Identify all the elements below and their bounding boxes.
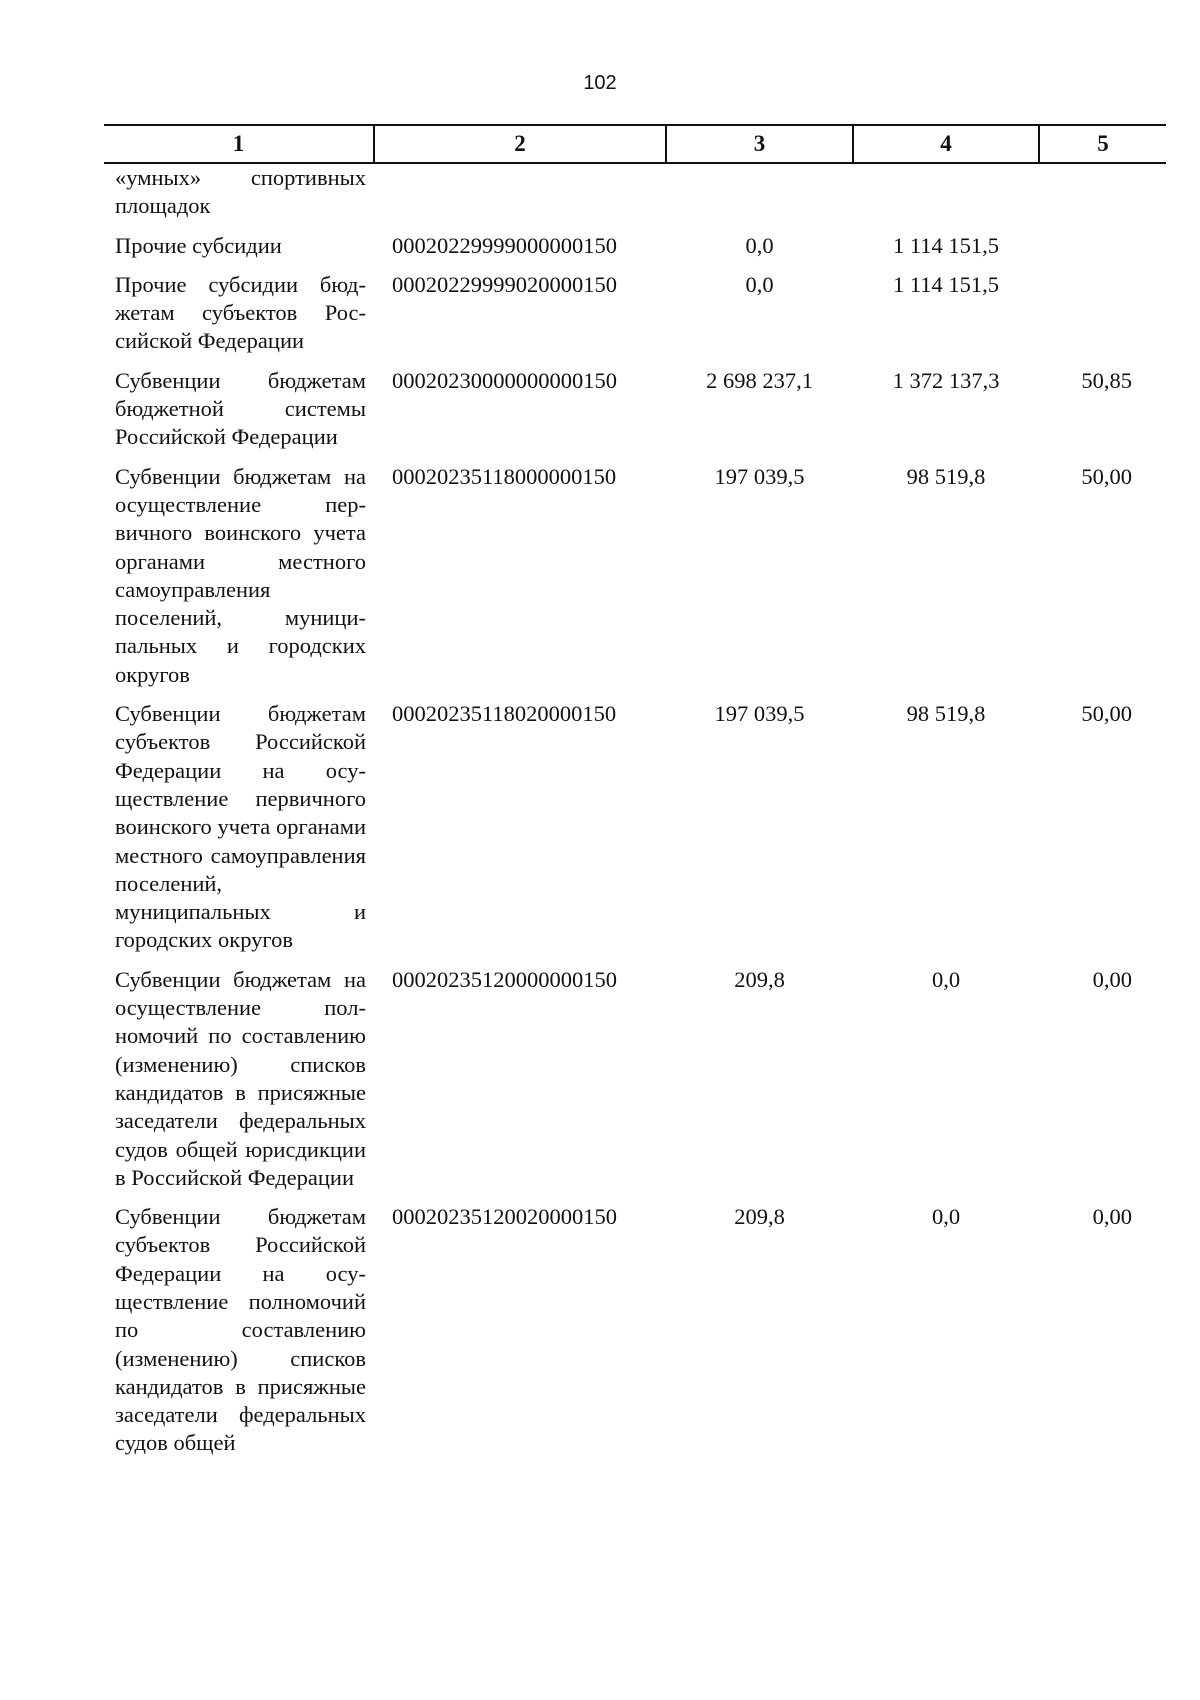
row-code bbox=[374, 163, 666, 232]
page-number: 102 bbox=[583, 72, 617, 94]
row-name: Субвенции бюджетам на осуществление первичного воинского учета органами местного самоуправления поселений, муниципальных и городских округов bbox=[115, 463, 366, 687]
row-col4: 98 519,8 bbox=[906, 463, 986, 489]
table-row bbox=[104, 700, 1166, 966]
row-col5: 50,00 bbox=[1081, 463, 1132, 489]
row-col4: 1 114 151,5 bbox=[892, 271, 1000, 297]
row-col3: 0,0 bbox=[745, 232, 774, 258]
row-name: «умных» спортивных площадок bbox=[115, 165, 366, 219]
table-row bbox=[104, 463, 1166, 700]
budget-table bbox=[104, 124, 1166, 1469]
row-name: Субвенции бюджетам субъектов Российской Федерации на осуществление полномочий по составлению (изменению) списков кандидатов в присяжные заседатели федеральных судов общей bbox=[115, 1204, 366, 1456]
row-name: Субвенции бюджетам на осуществление полномочий по составлению (изменению) списков кандидатов в присяжные заседатели федеральных судов общей юрисдикции в Российской Федерации bbox=[115, 966, 366, 1190]
row-col3: 2 698 237,1 bbox=[706, 367, 813, 393]
row-col5: 50,00 bbox=[1081, 701, 1132, 727]
column-header-3: 3 bbox=[666, 125, 853, 163]
row-col3: 0,0 bbox=[745, 271, 774, 297]
row-col3: 209,8 bbox=[734, 1204, 785, 1230]
row-code: 00020235118000000150 bbox=[392, 463, 617, 489]
row-col4: 1 372 137,3 bbox=[892, 367, 1000, 393]
row-col5 bbox=[1039, 232, 1166, 271]
row-col5 bbox=[1039, 271, 1166, 367]
row-code: 00020229999000000150 bbox=[392, 232, 617, 258]
row-col4: 1 114 151,5 bbox=[892, 232, 1000, 258]
budget-table-container bbox=[104, 124, 1166, 1469]
row-col4: 0,0 bbox=[931, 966, 961, 992]
table-row bbox=[104, 271, 1166, 367]
row-col5: 0,00 bbox=[1092, 1204, 1132, 1230]
row-col4: 98 519,8 bbox=[906, 701, 986, 727]
table-row bbox=[104, 232, 1166, 271]
row-col3: 197 039,5 bbox=[714, 701, 805, 727]
table-body bbox=[104, 163, 1166, 1469]
row-code: 00020235118020000150 bbox=[392, 701, 617, 727]
column-header-5: 5 bbox=[1039, 125, 1166, 163]
row-col3: 209,8 bbox=[734, 966, 785, 992]
row-name: Субвенции бюджетам субъектов Российской Федерации на осуществление первичного воинского учета органами местного самоуправления поселений, муниципальных и городских округов bbox=[115, 701, 366, 953]
row-col5 bbox=[1039, 163, 1166, 232]
header-row bbox=[104, 125, 1166, 163]
row-name: Субвенции бюджетам бюджетной системы Российской Федерации bbox=[115, 367, 366, 450]
row-code: 00020235120020000150 bbox=[392, 1204, 617, 1230]
table-header bbox=[104, 125, 1166, 163]
row-col3 bbox=[666, 163, 853, 232]
row-code: 00020229999020000150 bbox=[392, 271, 617, 297]
row-col3: 197 039,5 bbox=[714, 463, 805, 489]
row-code: 00020230000000000150 bbox=[392, 367, 617, 393]
table-row bbox=[104, 367, 1166, 463]
row-col5: 0,00 bbox=[1092, 966, 1132, 992]
column-header-1: 1 bbox=[104, 125, 374, 163]
table-row bbox=[104, 1203, 1166, 1469]
row-name: Прочие субсидии бюджетам субъектов Российской Федерации bbox=[115, 271, 366, 354]
row-col5: 50,85 bbox=[1081, 367, 1132, 393]
table-row bbox=[104, 163, 1166, 232]
row-col4 bbox=[853, 163, 1039, 232]
row-code: 00020235120000000150 bbox=[392, 966, 617, 992]
table-row bbox=[104, 966, 1166, 1203]
row-col4: 0,0 bbox=[931, 1204, 961, 1230]
column-header-2: 2 bbox=[374, 125, 666, 163]
row-name: Прочие субсидии bbox=[115, 232, 282, 258]
column-header-4: 4 bbox=[853, 125, 1039, 163]
